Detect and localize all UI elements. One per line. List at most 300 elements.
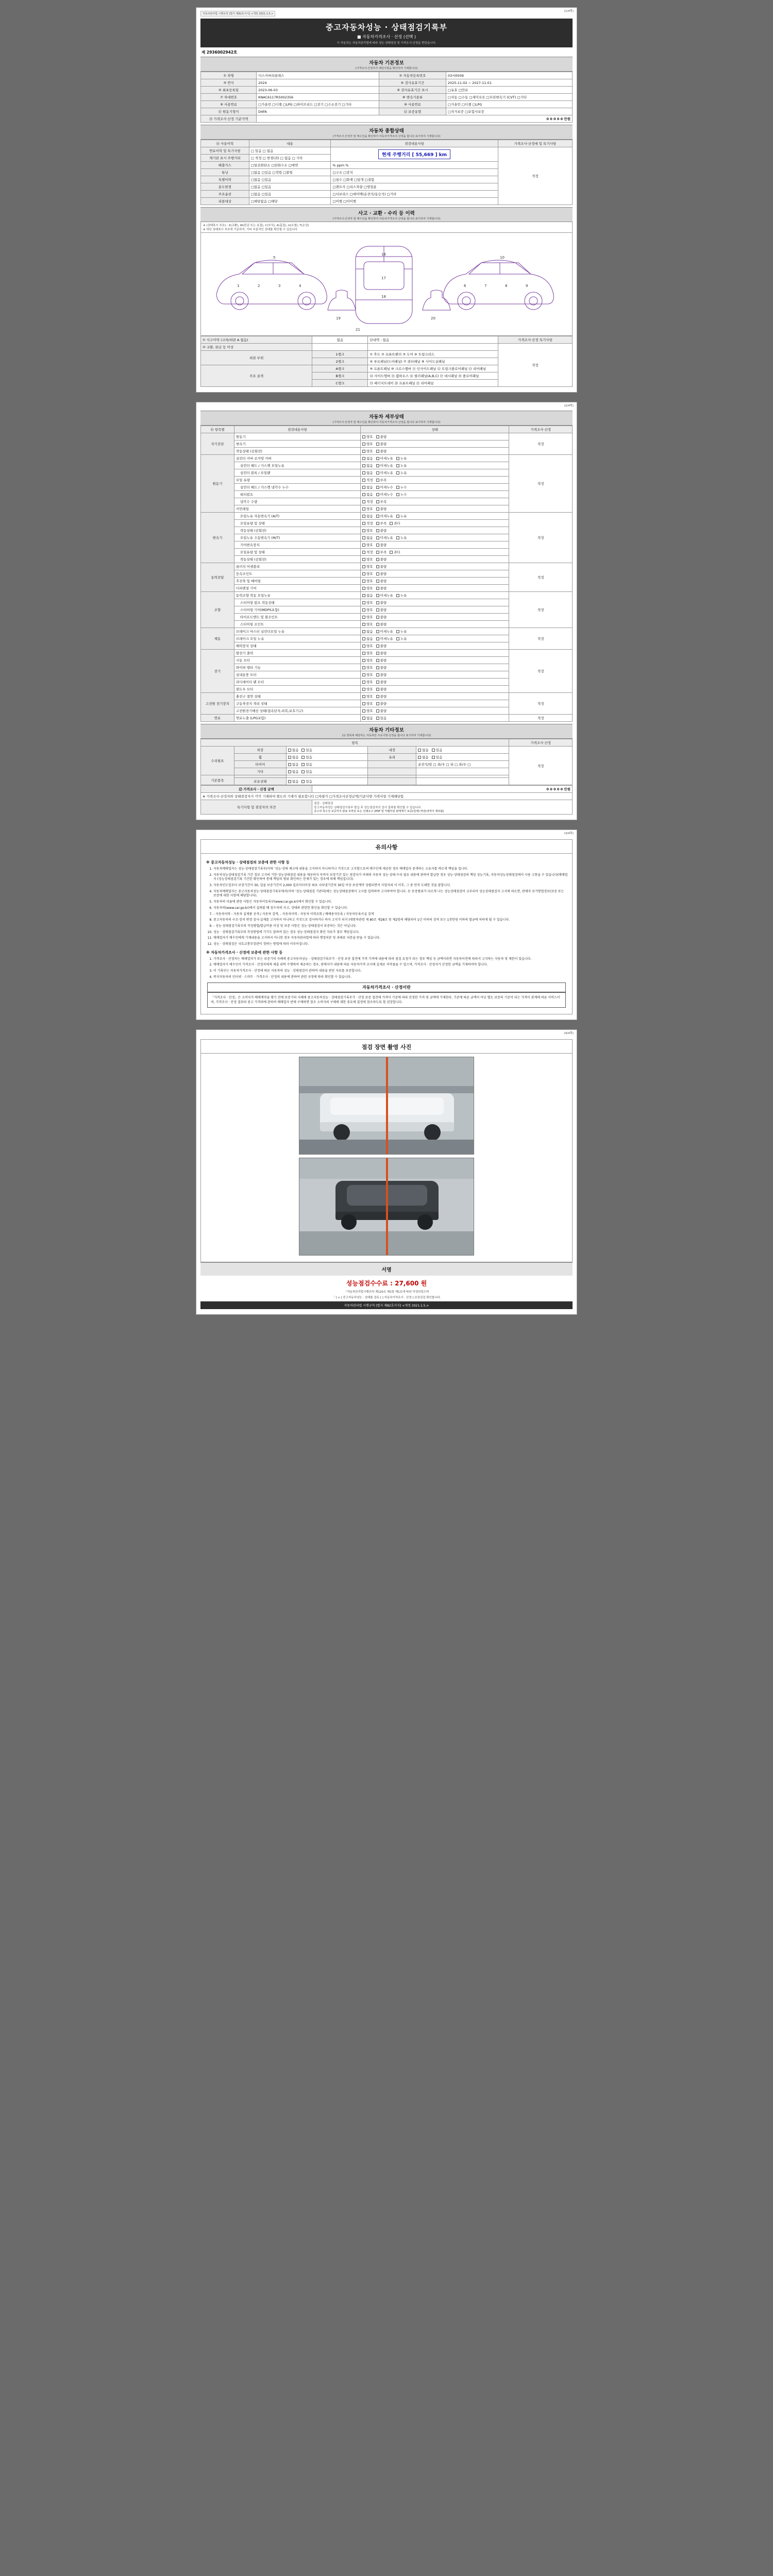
overall-row-7-detail[interactable]: □해당없음 □해당 bbox=[249, 198, 331, 205]
checkbox-option[interactable]: 미세누유 bbox=[376, 535, 393, 540]
checkbox-option[interactable]: 불량 bbox=[376, 658, 387, 663]
checkbox-icon[interactable] bbox=[288, 770, 291, 773]
detail-item-options[interactable] bbox=[361, 455, 509, 462]
checkbox-option[interactable]: 불량 bbox=[376, 600, 387, 605]
detail-item-options[interactable] bbox=[361, 520, 509, 527]
checkbox-option[interactable]: 양호 bbox=[362, 506, 373, 511]
detail-item-options[interactable] bbox=[361, 693, 509, 700]
basic-row-4-value-1: □가솔린 □디젤 □LPG □하이브리드 □전기 □수소전기 □기타 bbox=[257, 101, 379, 108]
checkbox-option[interactable]: 있음 bbox=[301, 762, 312, 767]
detail-item-options[interactable] bbox=[361, 715, 509, 722]
checkbox-icon[interactable] bbox=[362, 695, 365, 698]
checkbox-icon[interactable] bbox=[362, 652, 365, 655]
checkbox-icon[interactable] bbox=[396, 457, 399, 460]
checkbox-icon[interactable] bbox=[362, 702, 365, 705]
section-basic-header bbox=[200, 57, 573, 72]
checkbox-option[interactable]: 없음 bbox=[362, 456, 373, 461]
other-row-0-options-left[interactable] bbox=[286, 747, 368, 754]
checkbox-option[interactable]: 양호 bbox=[362, 680, 373, 684]
checkbox-icon[interactable] bbox=[362, 594, 365, 597]
other-row-3-options-right[interactable] bbox=[416, 768, 509, 775]
checkbox-option[interactable]: 미세누유 bbox=[376, 514, 393, 518]
checkbox-icon[interactable] bbox=[362, 551, 365, 554]
checkbox-icon[interactable] bbox=[418, 756, 421, 759]
other-row-2-options-right[interactable]: 운전석/앞 □ 좌/우 □ 뒤 □ 좌/우 □ bbox=[416, 761, 509, 768]
checkbox-option[interactable]: 미세누유 bbox=[376, 593, 393, 598]
checkbox-icon[interactable] bbox=[376, 536, 379, 539]
overall-row-4-detail[interactable]: □없음 □있음 bbox=[249, 176, 331, 183]
detail-item-options[interactable] bbox=[361, 621, 509, 628]
checkbox-option[interactable]: 없음 bbox=[362, 514, 373, 518]
checkbox-option[interactable]: 양호 bbox=[362, 442, 373, 446]
checkbox-icon[interactable] bbox=[376, 443, 379, 446]
checkbox-option[interactable]: 있음 bbox=[432, 755, 443, 759]
checkbox-icon[interactable] bbox=[376, 486, 379, 489]
overall-row-5-note[interactable]: □렌트카 □리스차량 □영업용 bbox=[331, 183, 498, 191]
checkbox-icon[interactable] bbox=[396, 486, 399, 489]
checkbox-option[interactable]: 양호 bbox=[362, 586, 373, 590]
checkbox-icon[interactable] bbox=[376, 493, 379, 496]
checkbox-icon[interactable] bbox=[362, 666, 365, 669]
detail-item-options[interactable] bbox=[361, 599, 509, 606]
detail-group-0-category: 자기진단 bbox=[201, 433, 234, 455]
checkbox-option[interactable]: 있음 bbox=[376, 716, 387, 720]
checkbox-option[interactable]: 부족 bbox=[376, 478, 387, 482]
detail-item-options[interactable] bbox=[361, 707, 509, 715]
checkbox-icon[interactable] bbox=[362, 443, 365, 446]
checkbox-option[interactable]: 불량 bbox=[376, 701, 387, 706]
detail-item-options[interactable] bbox=[361, 462, 509, 469]
checkbox-option[interactable]: 미세누유 bbox=[376, 463, 393, 468]
checkbox-option[interactable]: 부족 bbox=[376, 521, 387, 526]
detail-item-options[interactable] bbox=[361, 585, 509, 592]
svg-text:3: 3 bbox=[278, 284, 281, 288]
checkbox-option[interactable]: 양호 bbox=[362, 528, 373, 533]
checkbox-option[interactable]: 양호 bbox=[362, 543, 373, 547]
checkbox-icon[interactable] bbox=[362, 659, 365, 662]
checkbox-icon[interactable] bbox=[362, 688, 365, 691]
checkbox-option[interactable]: 양호 bbox=[362, 615, 373, 619]
checkbox-option[interactable]: 미세누유 bbox=[376, 470, 393, 475]
checkbox-icon[interactable] bbox=[376, 450, 379, 453]
checkbox-option[interactable]: 불량 bbox=[376, 571, 387, 576]
checkbox-option[interactable]: 불량 bbox=[376, 665, 387, 670]
checkbox-icon[interactable] bbox=[362, 637, 365, 640]
checkbox-option[interactable]: 미세누유 bbox=[376, 456, 393, 461]
overall-row-4-note[interactable]: □침수 □화재 □덮개 □결함 bbox=[331, 176, 498, 183]
checkbox-icon[interactable] bbox=[396, 637, 399, 640]
checkbox-icon[interactable] bbox=[362, 536, 365, 539]
checkbox-icon[interactable] bbox=[362, 587, 365, 590]
checkbox-option[interactable]: 불량 bbox=[376, 564, 387, 569]
checkbox-option[interactable]: 양호 bbox=[362, 665, 373, 670]
checkbox-icon[interactable] bbox=[301, 780, 305, 783]
checkbox-icon[interactable] bbox=[288, 756, 291, 759]
checkbox-icon[interactable] bbox=[376, 666, 379, 669]
checkbox-option[interactable]: 양호 bbox=[362, 557, 373, 562]
checkbox-icon[interactable] bbox=[362, 565, 365, 568]
checkbox-icon[interactable] bbox=[362, 493, 365, 496]
detail-item-options[interactable] bbox=[361, 657, 509, 664]
checkbox-option[interactable]: 양호 bbox=[362, 651, 373, 655]
checkbox-icon[interactable] bbox=[301, 749, 305, 752]
checkbox-icon[interactable] bbox=[362, 529, 365, 532]
overall-row-6-note[interactable]: □서보리스 □에어백(운전석/동승석) □기타 bbox=[331, 191, 498, 198]
checkbox-option[interactable]: 불량 bbox=[376, 449, 387, 453]
checkbox-icon[interactable] bbox=[301, 756, 305, 759]
accident-row-0-center[interactable]: 없음 bbox=[312, 336, 368, 344]
checkbox-icon[interactable] bbox=[362, 630, 365, 633]
checkbox-icon[interactable] bbox=[376, 529, 379, 532]
detail-item-options[interactable] bbox=[361, 534, 509, 541]
checkbox-option[interactable]: 있음 bbox=[301, 779, 312, 784]
frame-lvl-1: 2랭크 bbox=[312, 358, 368, 365]
checkbox-option[interactable]: 불량 bbox=[376, 615, 387, 619]
checkbox-icon[interactable] bbox=[396, 594, 399, 597]
checkbox-option[interactable]: 누유 bbox=[396, 636, 407, 641]
detail-item-options[interactable] bbox=[361, 592, 509, 599]
checkbox-option[interactable]: 양호 bbox=[362, 600, 373, 605]
checkbox-icon[interactable] bbox=[362, 709, 365, 713]
checkbox-option[interactable]: 불량 bbox=[376, 708, 387, 713]
checkbox-option[interactable]: 적정 bbox=[362, 550, 373, 554]
detail-item-options[interactable] bbox=[361, 563, 509, 570]
checkbox-icon[interactable] bbox=[376, 580, 379, 583]
other-row-5-options-left[interactable] bbox=[286, 778, 368, 785]
detail-item-options[interactable] bbox=[361, 642, 509, 650]
overall-row-0-detail[interactable]: □ 있음 □ 없음 bbox=[249, 147, 331, 155]
sheet-3 bbox=[196, 829, 577, 1020]
checkbox-icon[interactable] bbox=[376, 681, 379, 684]
checkbox-icon[interactable] bbox=[376, 652, 379, 655]
checkbox-icon[interactable] bbox=[376, 695, 379, 698]
checkbox-icon[interactable] bbox=[301, 770, 305, 773]
checkbox-icon[interactable] bbox=[396, 536, 399, 539]
checkbox-option[interactable]: 누유 bbox=[396, 593, 407, 598]
checkbox-icon[interactable] bbox=[362, 558, 365, 561]
checkbox-icon[interactable] bbox=[376, 616, 379, 619]
checkbox-icon[interactable] bbox=[376, 659, 379, 662]
checkbox-icon[interactable] bbox=[376, 601, 379, 604]
checkbox-icon[interactable] bbox=[288, 780, 291, 783]
checkbox-option[interactable]: 없음 bbox=[362, 636, 373, 641]
detail-item-options[interactable] bbox=[361, 700, 509, 707]
overall-row-6-detail[interactable]: □없음 □있음 bbox=[249, 191, 331, 198]
detail-item-options[interactable] bbox=[361, 448, 509, 455]
checkbox-option[interactable]: 있음 bbox=[301, 748, 312, 752]
checkbox-icon[interactable] bbox=[376, 435, 379, 438]
checkbox-option[interactable]: 불량 bbox=[376, 528, 387, 533]
checkbox-icon[interactable] bbox=[362, 608, 365, 612]
detail-item-options[interactable] bbox=[361, 527, 509, 534]
checkbox-icon[interactable] bbox=[362, 464, 365, 467]
frame-lvl-0: 1랭크 bbox=[312, 351, 368, 358]
checkbox-icon[interactable] bbox=[376, 471, 379, 474]
checkbox-option[interactable]: 양호 bbox=[362, 579, 373, 583]
checkbox-option[interactable]: 없음 bbox=[362, 535, 373, 540]
checkbox-option[interactable]: 없음 bbox=[288, 748, 299, 752]
detail-item-options[interactable] bbox=[361, 614, 509, 621]
checkbox-icon[interactable] bbox=[396, 515, 399, 518]
checkbox-icon[interactable] bbox=[396, 471, 399, 474]
checkbox-option[interactable]: 누수 bbox=[396, 485, 407, 489]
checkbox-icon[interactable] bbox=[362, 673, 365, 676]
checkbox-option[interactable]: 누수 bbox=[396, 492, 407, 497]
other-row-1-options-left[interactable] bbox=[286, 754, 368, 761]
checkbox-icon[interactable] bbox=[362, 471, 365, 474]
photo-section-title: 점검 장면 촬영 사진 bbox=[200, 1039, 573, 1054]
checkbox-icon[interactable] bbox=[376, 702, 379, 705]
overall-state-table bbox=[200, 140, 573, 205]
checkbox-option[interactable]: 누유 bbox=[396, 470, 407, 475]
checkbox-icon[interactable] bbox=[362, 681, 365, 684]
checkbox-icon[interactable] bbox=[376, 551, 379, 554]
checkbox-option[interactable]: 적정 bbox=[362, 499, 373, 504]
checkbox-option[interactable]: 있음 bbox=[301, 769, 312, 774]
checkbox-icon[interactable] bbox=[376, 623, 379, 626]
detail-item-options[interactable] bbox=[361, 635, 509, 642]
checkbox-icon[interactable] bbox=[362, 572, 365, 575]
checkbox-option[interactable]: 불량 bbox=[376, 586, 387, 590]
detail-item-options[interactable] bbox=[361, 541, 509, 549]
detail-item-options[interactable] bbox=[361, 628, 509, 635]
checkbox-option[interactable]: 부족 bbox=[376, 499, 387, 504]
checkbox-option[interactable]: 없음 bbox=[418, 748, 429, 752]
checkbox-icon[interactable] bbox=[376, 507, 379, 511]
checkbox-icon[interactable] bbox=[376, 709, 379, 713]
detail-item-options[interactable] bbox=[361, 664, 509, 671]
checkbox-option[interactable]: 양호 bbox=[362, 687, 373, 691]
checkbox-icon[interactable] bbox=[376, 565, 379, 568]
checkbox-icon[interactable] bbox=[362, 616, 365, 619]
checkbox-icon[interactable] bbox=[376, 544, 379, 547]
checkbox-option[interactable]: 없음 bbox=[362, 470, 373, 475]
detail-item-options[interactable] bbox=[361, 505, 509, 513]
checkbox-icon[interactable] bbox=[362, 645, 365, 648]
checkbox-icon[interactable] bbox=[396, 630, 399, 633]
checkbox-option[interactable]: 없음 bbox=[362, 593, 373, 598]
checkbox-option[interactable]: 불량 bbox=[376, 680, 387, 684]
detail-item-options[interactable] bbox=[361, 671, 509, 679]
checkbox-icon[interactable] bbox=[390, 551, 393, 554]
checkbox-icon[interactable] bbox=[376, 500, 379, 503]
checkbox-option[interactable]: 없음 bbox=[288, 779, 299, 784]
checkbox-icon[interactable] bbox=[362, 544, 365, 547]
checkbox-option[interactable]: 양호 bbox=[362, 449, 373, 453]
detail-item-options[interactable] bbox=[361, 498, 509, 505]
checkbox-icon[interactable] bbox=[376, 515, 379, 518]
checkbox-option[interactable]: 적정 bbox=[362, 478, 373, 482]
checkbox-option[interactable]: 누유 bbox=[396, 463, 407, 468]
section-overall-header bbox=[200, 125, 573, 140]
checkbox-icon[interactable] bbox=[390, 522, 393, 525]
checkbox-option[interactable]: 미세누수 bbox=[376, 485, 393, 489]
detail-item-options[interactable] bbox=[361, 556, 509, 563]
checkbox-option[interactable]: 양호 bbox=[362, 672, 373, 677]
checkbox-option[interactable]: 양호 bbox=[362, 564, 373, 569]
other-row-1-options-right[interactable] bbox=[416, 754, 509, 761]
checkbox-icon[interactable] bbox=[376, 558, 379, 561]
checkbox-option[interactable]: 불량 bbox=[376, 506, 387, 511]
checkbox-icon[interactable] bbox=[288, 763, 291, 766]
detail-item-label: 냉각수 수량 bbox=[234, 498, 360, 505]
checkbox-option[interactable]: 불량 bbox=[376, 579, 387, 583]
detail-item-options[interactable] bbox=[361, 578, 509, 585]
other-row-5-options-right[interactable] bbox=[416, 778, 509, 785]
checkbox-option[interactable]: 불량 bbox=[376, 543, 387, 547]
overall-row-3-detail[interactable]: □없음 □있음 □적법 □불법 bbox=[249, 169, 331, 176]
table-row bbox=[201, 455, 573, 462]
checkbox-icon[interactable] bbox=[376, 637, 379, 640]
checkbox-icon[interactable] bbox=[376, 688, 379, 691]
checkbox-icon[interactable] bbox=[362, 450, 365, 453]
other-row-3-label-right bbox=[368, 768, 416, 775]
checkbox-icon[interactable] bbox=[288, 749, 291, 752]
detail-item-options[interactable] bbox=[361, 679, 509, 686]
checkbox-icon[interactable] bbox=[376, 479, 379, 482]
detail-item-options[interactable] bbox=[361, 491, 509, 498]
checkbox-icon[interactable] bbox=[376, 717, 379, 720]
overall-row-3-note[interactable]: □구조 □장치 bbox=[331, 169, 498, 176]
overall-row-7-note[interactable]: □이행 □미이행 bbox=[331, 198, 498, 205]
checkbox-icon[interactable] bbox=[376, 645, 379, 648]
checkbox-icon[interactable] bbox=[362, 601, 365, 604]
checkbox-option[interactable]: 양호 bbox=[362, 607, 373, 612]
checkbox-option[interactable]: 과다 bbox=[390, 550, 400, 554]
accident-legend-1: ※ (상태표시 부호) : X(교환), W(판금 또는 용접), C(부식), A(흠집), U(요철), T(손상) bbox=[203, 224, 309, 227]
checkbox-option[interactable]: 양호 bbox=[362, 701, 373, 706]
checkbox-icon[interactable] bbox=[432, 749, 435, 752]
other-row-0-options-right[interactable] bbox=[416, 747, 509, 754]
checkbox-option[interactable]: 양호 bbox=[362, 643, 373, 648]
notice-sec1-list bbox=[205, 867, 568, 947]
checkbox-icon[interactable] bbox=[396, 493, 399, 496]
checkbox-option[interactable]: 양호 bbox=[362, 622, 373, 626]
checkbox-option[interactable]: 과다 bbox=[390, 521, 400, 526]
checkbox-option[interactable]: 양호 bbox=[362, 571, 373, 576]
checkbox-icon[interactable] bbox=[418, 749, 421, 752]
checkbox-option[interactable]: 불량 bbox=[376, 643, 387, 648]
detail-item-options[interactable] bbox=[361, 650, 509, 657]
checkbox-option[interactable]: 불량 bbox=[376, 651, 387, 655]
checkbox-option[interactable]: 적정 bbox=[362, 521, 373, 526]
checkbox-option[interactable]: 없음 bbox=[288, 769, 299, 774]
detail-item-options[interactable] bbox=[361, 469, 509, 477]
checkbox-option[interactable]: 미세누유 bbox=[376, 636, 393, 641]
checkbox-option[interactable]: 없음 bbox=[362, 629, 373, 634]
checkbox-option[interactable]: 불량 bbox=[376, 622, 387, 626]
checkbox-option[interactable]: 불량 bbox=[376, 557, 387, 562]
checkbox-option[interactable]: 없음 bbox=[288, 762, 299, 767]
checkbox-icon[interactable] bbox=[376, 522, 379, 525]
detail-item-options[interactable] bbox=[361, 570, 509, 578]
checkbox-icon[interactable] bbox=[376, 457, 379, 460]
checkbox-icon[interactable] bbox=[362, 507, 365, 511]
checkbox-icon[interactable] bbox=[376, 587, 379, 590]
detail-item-options[interactable] bbox=[361, 606, 509, 614]
checkbox-icon[interactable] bbox=[376, 594, 379, 597]
checkbox-option[interactable]: 불량 bbox=[376, 434, 387, 439]
detail-item-options[interactable] bbox=[361, 440, 509, 448]
detail-item-options[interactable] bbox=[361, 513, 509, 520]
checkbox-option[interactable]: 불량 bbox=[376, 607, 387, 612]
checkbox-option[interactable]: 없음 bbox=[362, 492, 373, 497]
checkbox-icon[interactable] bbox=[301, 763, 305, 766]
document-title-band bbox=[200, 19, 573, 47]
checkbox-option[interactable]: 양호 bbox=[362, 434, 373, 439]
checkbox-icon[interactable] bbox=[376, 673, 379, 676]
checkbox-icon[interactable] bbox=[362, 623, 365, 626]
notice-sec1-item: 8. 중고자동차의 구조·장치 변경 검사·실제를 고지하지 아니하고 거짓으로 검사하거나 하지 고지가 되지 (대통차관련 제 80조 제28조 및 제2항의 해당되어 1년 이하의 징역 또는 1천만원 이하의 벌금에 처하게 될 수 있습니다. bbox=[213, 918, 568, 923]
checkbox-icon[interactable] bbox=[432, 756, 435, 759]
table-header-row bbox=[201, 140, 573, 147]
other-row-2-options-left[interactable] bbox=[286, 761, 368, 768]
checkbox-icon[interactable] bbox=[376, 630, 379, 633]
checkbox-option[interactable]: 없음 bbox=[362, 716, 373, 720]
svg-text:20: 20 bbox=[431, 316, 435, 320]
checkbox-option[interactable]: 누유 bbox=[396, 456, 407, 461]
svg-text:2: 2 bbox=[258, 284, 260, 288]
checkbox-icon[interactable] bbox=[362, 515, 365, 518]
checkbox-option[interactable]: 양호 bbox=[362, 658, 373, 663]
checkbox-option[interactable]: 누유 bbox=[396, 514, 407, 518]
checkbox-icon[interactable] bbox=[362, 479, 365, 482]
checkbox-option[interactable]: 불량 bbox=[376, 672, 387, 677]
checkbox-option[interactable]: 없음 bbox=[362, 485, 373, 489]
checkbox-option[interactable]: 불량 bbox=[376, 687, 387, 691]
detail-item-options[interactable] bbox=[361, 686, 509, 693]
detail-item-options[interactable] bbox=[361, 549, 509, 556]
checkbox-icon[interactable] bbox=[362, 435, 365, 438]
checkbox-option[interactable]: 없음 bbox=[362, 463, 373, 468]
checkbox-option[interactable]: 누유 bbox=[396, 535, 407, 540]
checkbox-option[interactable]: 부족 bbox=[376, 550, 387, 554]
checkbox-icon[interactable] bbox=[376, 464, 379, 467]
checkbox-option[interactable]: 없음 bbox=[288, 755, 299, 759]
checkbox-option[interactable]: 불량 bbox=[376, 694, 387, 699]
detail-item-label: 오일유량 및 상태 bbox=[234, 520, 360, 527]
checkbox-option[interactable]: 미세누유 bbox=[376, 629, 393, 634]
checkbox-option[interactable]: 미세누수 bbox=[376, 492, 393, 497]
detail-item-label: 커먼레일 bbox=[234, 505, 360, 513]
overall-row-1-detail[interactable]: □ 적정 □ 변경(과) □ 없음 □ 기타 bbox=[249, 155, 331, 162]
checkbox-option[interactable]: 불량 bbox=[376, 442, 387, 446]
checkbox-icon[interactable] bbox=[362, 457, 365, 460]
other-row-3-options-left[interactable] bbox=[286, 768, 368, 775]
checkbox-option[interactable]: 양호 bbox=[362, 708, 373, 713]
overall-row-2-detail[interactable]: □일산화탄소 □탄화수소 □매연 bbox=[249, 162, 331, 169]
detail-item-options[interactable] bbox=[361, 477, 509, 484]
checkbox-icon[interactable] bbox=[362, 522, 365, 525]
detail-item-options[interactable] bbox=[361, 484, 509, 491]
checkbox-option[interactable]: 있음 bbox=[301, 755, 312, 759]
detail-item-options[interactable] bbox=[361, 433, 509, 440]
checkbox-option[interactable]: 없음 bbox=[418, 755, 429, 759]
checkbox-icon[interactable] bbox=[396, 464, 399, 467]
checkbox-icon[interactable] bbox=[376, 608, 379, 612]
accident-row-1-center[interactable] bbox=[312, 344, 368, 351]
checkbox-icon[interactable] bbox=[376, 572, 379, 575]
overall-row-5-detail[interactable]: □없음 □있음 bbox=[249, 183, 331, 191]
checkbox-option[interactable]: 양호 bbox=[362, 694, 373, 699]
checkbox-option[interactable]: 있음 bbox=[432, 748, 443, 752]
checkbox-icon[interactable] bbox=[362, 500, 365, 503]
checkbox-icon[interactable] bbox=[362, 580, 365, 583]
checkbox-icon[interactable] bbox=[362, 486, 365, 489]
checkbox-option[interactable]: 누유 bbox=[396, 629, 407, 634]
basic-row-6-label-1: ⑬ 가격조사·산정 기준가액 bbox=[201, 115, 257, 123]
checkbox-icon[interactable] bbox=[362, 717, 365, 720]
